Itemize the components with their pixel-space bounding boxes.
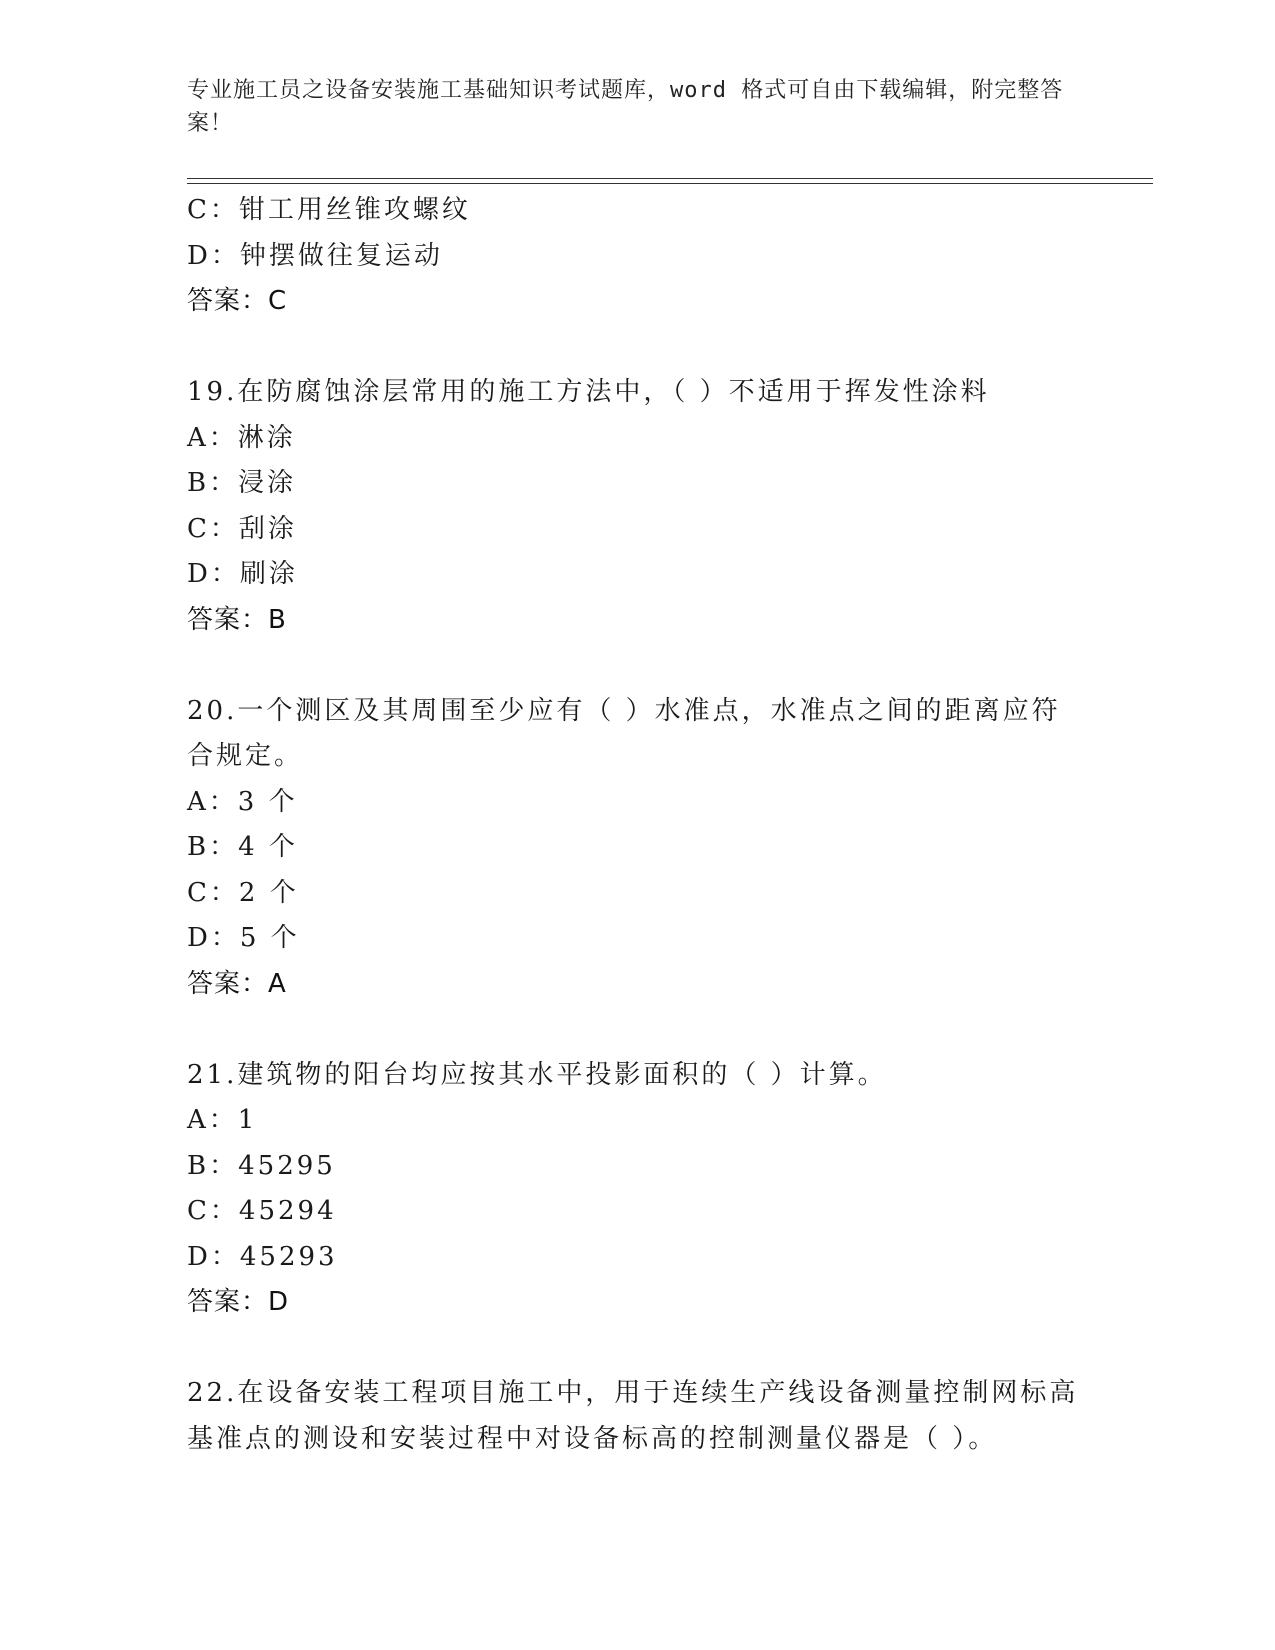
option-d: D：刷涂 bbox=[187, 559, 298, 589]
question-stem: 19.在防腐蚀涂层常用的施工方法中，（ ）不适用于挥发性涂料 bbox=[187, 377, 990, 407]
spacer bbox=[187, 325, 1087, 371]
option-a: A：1 bbox=[187, 1105, 258, 1135]
spacer bbox=[187, 643, 1087, 689]
option-b: B：浸涂 bbox=[187, 468, 297, 498]
option-c: C：45294 bbox=[187, 1196, 337, 1226]
spacer bbox=[187, 1007, 1087, 1053]
answer: 答案：A bbox=[187, 968, 287, 999]
option-d: D：45293 bbox=[187, 1241, 338, 1272]
document-header: 专业施工员之设备安装施工基础知识考试题库，word 格式可自由下载编辑，附完整答案！ bbox=[187, 78, 1064, 136]
option-c: C：钳工用丝锥攻螺纹 bbox=[187, 195, 471, 225]
answer: 答案：C bbox=[187, 286, 288, 316]
option-b: B：45295 bbox=[187, 1150, 336, 1181]
option-d: D：5 个 bbox=[187, 923, 300, 953]
option-c: C：刮涂 bbox=[187, 513, 297, 544]
header-divider-secondary bbox=[187, 183, 1153, 184]
question-stem: 21.建筑物的阳台均应按其水平投影面积的（ ）计算。 bbox=[187, 1059, 887, 1090]
answer: 答案：B bbox=[187, 604, 287, 635]
header-divider bbox=[187, 178, 1153, 179]
question-stem: 20.一个测区及其周围至少应有（ ）水准点，水准点之间的距离应符合规定。 bbox=[187, 695, 1061, 771]
question-list bbox=[187, 188, 1087, 1462]
spacer bbox=[187, 1326, 1087, 1372]
option-b: B：4 个 bbox=[187, 832, 298, 862]
option-a: A：淋涂 bbox=[187, 422, 296, 453]
answer: 答案：D bbox=[187, 1287, 290, 1317]
question-stem: 22.在设备安装工程项目施工中，用于连续生产线设备测量控制网标高基准点的测设和安装过程中对设备标高的控制测量仪器是（ ）。 bbox=[187, 1378, 1079, 1454]
option-a: A：3 个 bbox=[187, 786, 298, 817]
option-d: D：钟摆做往复运动 bbox=[187, 240, 443, 271]
option-c: C：2 个 bbox=[187, 877, 299, 908]
